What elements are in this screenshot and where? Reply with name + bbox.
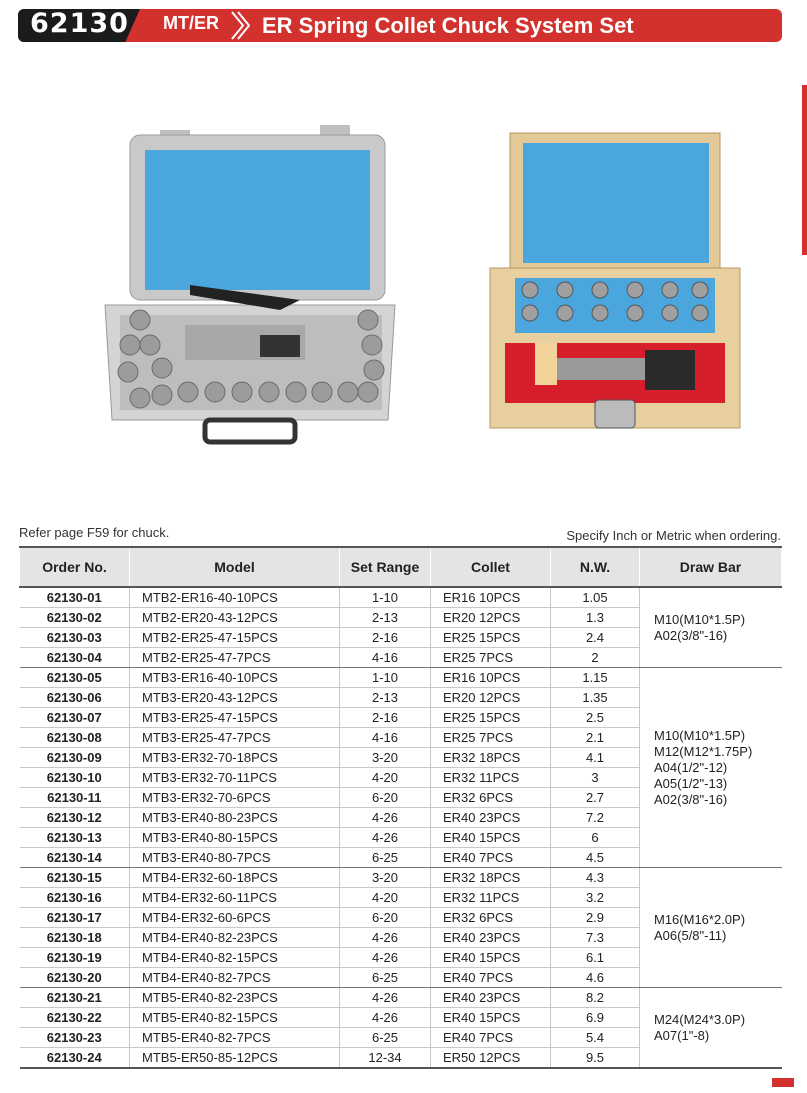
set-range-cell: 6-20 [340, 788, 431, 808]
set-range-cell: 2-13 [340, 608, 431, 628]
set-range-cell: 4-26 [340, 988, 431, 1008]
net-weight-cell: 1.35 [551, 688, 640, 708]
set-range-cell: 6-20 [340, 908, 431, 928]
collet-cell: ER20 12PCS [431, 608, 551, 628]
spec-table [19, 546, 782, 1069]
collet-cell: ER40 15PCS [431, 828, 551, 848]
net-weight-cell: 2.7 [551, 788, 640, 808]
set-range-cell: 6-25 [340, 1028, 431, 1048]
order-number-cell: 62130-14 [20, 848, 130, 868]
order-number-cell: 62130-17 [20, 908, 130, 928]
order-number-cell: 62130-02 [20, 608, 130, 628]
order-number-cell: 62130-08 [20, 728, 130, 748]
order-number-cell: 62130-01 [20, 587, 130, 608]
net-weight-cell: 9.5 [551, 1048, 640, 1069]
set-range-cell: 4-16 [340, 728, 431, 748]
net-weight-cell: 2.5 [551, 708, 640, 728]
net-weight-cell: 6 [551, 828, 640, 848]
net-weight-cell: 7.2 [551, 808, 640, 828]
draw-bar-cell [640, 868, 782, 988]
set-range-cell: 4-20 [340, 888, 431, 908]
collet-cell: ER40 7PCS [431, 968, 551, 988]
set-range-cell: 4-26 [340, 828, 431, 848]
model-cell: MTB2-ER25-47-15PCS [130, 628, 340, 648]
collet-cell: ER40 23PCS [431, 928, 551, 948]
set-range-cell: 3-20 [340, 748, 431, 768]
model-cell: MTB4-ER32-60-11PCS [130, 888, 340, 908]
table-header-row [20, 547, 782, 587]
ordering-note: Specify Inch or Metric when ordering. [566, 528, 781, 543]
set-range-cell: 3-20 [340, 868, 431, 888]
net-weight-cell: 1.3 [551, 608, 640, 628]
set-range-cell: 2-16 [340, 628, 431, 648]
collet-cell: ER32 18PCS [431, 868, 551, 888]
model-cell: MTB3-ER20-43-12PCS [130, 688, 340, 708]
order-number-cell: 62130-24 [20, 1048, 130, 1069]
collet-cell: ER40 7PCS [431, 1028, 551, 1048]
draw-bar-cell [640, 668, 782, 868]
draw-bar-spec: M24(M24*3.0P) [654, 1011, 746, 1027]
collet-cell: ER25 7PCS [431, 728, 551, 748]
column-header-range: Set Range [340, 547, 431, 587]
set-range-cell: 1-10 [340, 668, 431, 688]
order-number-cell: 62130-12 [20, 808, 130, 828]
spec-table-body [20, 587, 782, 1068]
set-range-cell: 2-13 [340, 688, 431, 708]
draw-bar-spec: M10(M10*1.5P) [654, 611, 746, 627]
order-number-cell: 62130-22 [20, 1008, 130, 1028]
draw-bar-spec: M12(M12*1.75P) [654, 743, 753, 759]
column-header-nw: N.W. [551, 547, 640, 587]
set-range-cell: 2-16 [340, 708, 431, 728]
net-weight-cell: 1.15 [551, 668, 640, 688]
table-row [20, 868, 782, 888]
draw-bar-spec: A02(3/8"-16) [654, 627, 728, 643]
order-number-cell: 62130-23 [20, 1028, 130, 1048]
collet-cell: ER40 15PCS [431, 948, 551, 968]
model-cell: MTB5-ER50-85-12PCS [130, 1048, 340, 1069]
draw-bar-spec: A06(5/8"-11) [654, 927, 727, 943]
collet-cell: ER25 7PCS [431, 648, 551, 668]
product-code: 62130 [30, 8, 129, 39]
model-cell: MTB2-ER20-43-12PCS [130, 608, 340, 628]
model-cell: MTB3-ER40-80-7PCS [130, 848, 340, 868]
order-number-cell: 62130-04 [20, 648, 130, 668]
model-cell: MTB3-ER32-70-6PCS [130, 788, 340, 808]
wooden-box-set-image [485, 128, 745, 438]
set-range-cell: 1-10 [340, 587, 431, 608]
draw-bar-cell [640, 988, 782, 1069]
order-number-cell: 62130-09 [20, 748, 130, 768]
order-number-cell: 62130-15 [20, 868, 130, 888]
column-header-draw-bar: Draw Bar [640, 547, 782, 587]
draw-bar-spec: A05(1/2"-13) [654, 775, 728, 791]
model-cell: MTB4-ER32-60-6PCS [130, 908, 340, 928]
model-cell: MTB4-ER40-82-15PCS [130, 948, 340, 968]
collet-cell: ER32 6PCS [431, 908, 551, 928]
order-number-cell: 62130-13 [20, 828, 130, 848]
net-weight-cell: 1.05 [551, 587, 640, 608]
collet-cell: ER40 7PCS [431, 848, 551, 868]
draw-bar-spec: M16(M16*2.0P) [654, 911, 746, 927]
order-number-cell: 62130-03 [20, 628, 130, 648]
set-range-cell: 6-25 [340, 968, 431, 988]
side-tab-marker [802, 85, 807, 255]
collet-cell: ER32 6PCS [431, 788, 551, 808]
net-weight-cell: 5.4 [551, 1028, 640, 1048]
order-number-cell: 62130-07 [20, 708, 130, 728]
net-weight-cell: 2 [551, 648, 640, 668]
chevron-right-icon [228, 9, 250, 42]
table-row [20, 988, 782, 1008]
column-header-collet: Collet [431, 547, 551, 587]
order-number-cell: 62130-20 [20, 968, 130, 988]
series-label: MT/ER [163, 13, 219, 33]
collet-cell: ER20 12PCS [431, 688, 551, 708]
net-weight-cell: 4.5 [551, 848, 640, 868]
model-cell: MTB5-ER40-82-15PCS [130, 1008, 340, 1028]
model-cell: MTB3-ER32-70-18PCS [130, 748, 340, 768]
set-range-cell: 4-26 [340, 948, 431, 968]
collet-cell: ER32 11PCS [431, 768, 551, 788]
net-weight-cell: 7.3 [551, 928, 640, 948]
collet-cell: ER50 12PCS [431, 1048, 551, 1069]
order-number-cell: 62130-21 [20, 988, 130, 1008]
model-cell: MTB4-ER32-60-18PCS [130, 868, 340, 888]
net-weight-cell: 6.9 [551, 1008, 640, 1028]
net-weight-cell: 2.9 [551, 908, 640, 928]
draw-bar-spec: A07(1"-8) [654, 1027, 710, 1043]
collet-cell: ER40 23PCS [431, 988, 551, 1008]
order-number-cell: 62130-11 [20, 788, 130, 808]
set-range-cell: 6-25 [340, 848, 431, 868]
net-weight-cell: 4.6 [551, 968, 640, 988]
set-range-cell: 4-16 [340, 648, 431, 668]
order-number-cell: 62130-19 [20, 948, 130, 968]
model-cell: MTB3-ER16-40-10PCS [130, 668, 340, 688]
order-number-cell: 62130-06 [20, 688, 130, 708]
model-cell: MTB2-ER16-40-10PCS [130, 587, 340, 608]
model-cell: MTB3-ER32-70-11PCS [130, 768, 340, 788]
set-range-cell: 4-26 [340, 1008, 431, 1028]
set-range-cell: 4-26 [340, 928, 431, 948]
model-cell: MTB5-ER40-82-7PCS [130, 1028, 340, 1048]
set-range-cell: 12-34 [340, 1048, 431, 1069]
collet-cell: ER16 10PCS [431, 668, 551, 688]
net-weight-cell: 4.1 [551, 748, 640, 768]
order-number-cell: 62130-10 [20, 768, 130, 788]
page-corner-mark [772, 1078, 794, 1087]
net-weight-cell: 3 [551, 768, 640, 788]
draw-bar-cell [640, 587, 782, 668]
order-number-cell: 62130-16 [20, 888, 130, 908]
order-number-cell: 62130-18 [20, 928, 130, 948]
net-weight-cell: 8.2 [551, 988, 640, 1008]
collet-cell: ER25 15PCS [431, 708, 551, 728]
collet-cell: ER40 23PCS [431, 808, 551, 828]
model-cell: MTB4-ER40-82-7PCS [130, 968, 340, 988]
collet-cell: ER25 15PCS [431, 628, 551, 648]
draw-bar-spec: A02(3/8"-16) [654, 791, 728, 807]
collet-cell: ER32 18PCS [431, 748, 551, 768]
model-cell: MTB3-ER25-47-15PCS [130, 708, 340, 728]
plastic-case-set-image [100, 120, 400, 450]
collet-cell: ER32 11PCS [431, 888, 551, 908]
net-weight-cell: 4.3 [551, 868, 640, 888]
model-cell: MTB4-ER40-82-23PCS [130, 928, 340, 948]
set-range-cell: 4-26 [340, 808, 431, 828]
column-header-model: Model [130, 547, 340, 587]
column-header-order: Order No. [20, 547, 130, 587]
table-row [20, 668, 782, 688]
page-title: ER Spring Collet Chuck System Set [262, 13, 634, 38]
net-weight-cell: 2.1 [551, 728, 640, 748]
model-cell: MTB3-ER40-80-15PCS [130, 828, 340, 848]
model-cell: MTB2-ER25-47-7PCS [130, 648, 340, 668]
collet-cell: ER40 15PCS [431, 1008, 551, 1028]
draw-bar-spec: A04(1/2"-12) [654, 759, 728, 775]
model-cell: MTB3-ER25-47-7PCS [130, 728, 340, 748]
table-row [20, 587, 782, 608]
net-weight-cell: 6.1 [551, 948, 640, 968]
net-weight-cell: 2.4 [551, 628, 640, 648]
model-cell: MTB3-ER40-80-23PCS [130, 808, 340, 828]
model-cell: MTB5-ER40-82-23PCS [130, 988, 340, 1008]
order-number-cell: 62130-05 [20, 668, 130, 688]
set-range-cell: 4-20 [340, 768, 431, 788]
chuck-reference-note: Refer page F59 for chuck. [19, 525, 170, 540]
collet-cell: ER16 10PCS [431, 587, 551, 608]
draw-bar-spec: M10(M10*1.5P) [654, 727, 746, 743]
net-weight-cell: 3.2 [551, 888, 640, 908]
